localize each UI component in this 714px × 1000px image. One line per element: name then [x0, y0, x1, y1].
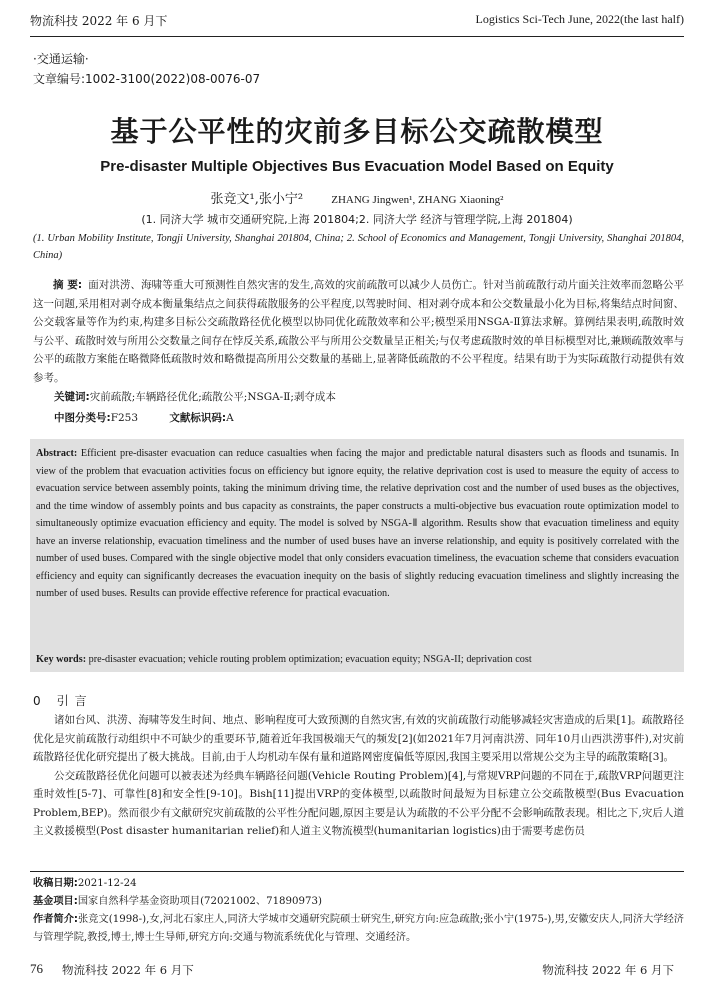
section-heading-intro — [33, 692, 93, 709]
article-number: 文章编号:1002-3100(2022)08-0076-07 — [33, 72, 261, 86]
section-number: 0 — [33, 694, 41, 708]
keywords-cn-label: 关键词: — [54, 391, 90, 403]
received-label: 收稿日期: — [33, 878, 78, 889]
fund-label: 基金项目: — [33, 896, 78, 907]
footer-journal-right: 物流科技 2022 年 6 月下 — [542, 963, 674, 977]
abstract-cn — [33, 276, 684, 387]
paragraph: 诸如台风、洪涝、海啸等发生时间、地点、影响程度可大致预测的自然灾害,有效的灾前疏散行动能够减轻灾害造成的后果[1]。疏散路径优化是灾前疏散行动组织中不可缺少的重要环节,随着近年我国极端天气的频发[2](如2021年7月河南洪涝、同年10月山西洪涝事件),对灾前疏散路径优化研究提出了极大挑战。目前,由于人均机动车保有量和道路网密度偏低等原因,我国主要采用以常规公交为主导的疏散策略[3]。 — [33, 714, 684, 763]
abstract-cn-text: 面对洪涝、海啸等重大可预测性自然灾害的发生,高效的灾前疏散可以减少人员伤亡。针对当前疏散行动片面关注效率而忽略公平这一问题,采用相对剥夺成本衡量集结点之间获得疏散服务的公平程度,以驾驶时间、相对剥夺成本和公交数量最小化为目标,将集结点时间窗、公交载客量等作为约束,构建多目标公交疏散路径优化模型以协同优化疏散效率和公平;模型采用NSGA-Ⅱ算法求解。算例结果表明,疏散时效与公平、疏散时效与所用公交数量之间存在悖反关系,疏散公平与所用公交数量呈正相关;与仅考虑疏散时效的单目标模型对比,兼顾疏散效率与公平的疏散方案能在略微降低疏散时效和略微提高所用公交数量的基础上,显著降低疏散的不公平程度。结果有助于为实际疏散行动提供有效参考。 — [33, 279, 685, 384]
authors-cn: 张竞文¹,张小宁² — [210, 192, 304, 207]
header-journal-cn: 物流科技 2022 年 6 月下 — [30, 14, 168, 28]
affiliation-cn: (1. 同济大学 城市交通研究院,上海 201804;2. 同济大学 经济与管理学院,上海 201804) — [141, 213, 573, 226]
received-value: 2021-12-24 — [77, 878, 137, 889]
footnote-rule — [30, 871, 684, 872]
author-bio — [33, 911, 684, 947]
header-rule — [30, 36, 684, 37]
affiliation-en: (1. Urban Mobility Institute, Tongji University, Shanghai 201804, China; 2. School of Economics and Management, Tongji University, Shanghai 201804, China) — [33, 233, 684, 261]
abstract-en-label: Abstract: — [36, 448, 78, 459]
abstract-cn-label: 摘 要: — [53, 279, 83, 291]
running-header — [30, 12, 684, 34]
intro-body — [33, 711, 684, 841]
classification — [54, 410, 234, 425]
abstract-en-text: Efficient pre-disaster evacuation can reduce casualties when facing the major and predictable natural disasters such as floods and tsunamis. In view of the problem that evacuation activities focus on efficiency but ignore equity, the relative deprivation cost is used to measure the equity of access to evacuation service between assembly points, taking the minimum driving time, the relative deprivation cost and the number of used buses as the objectives, and the time window of assembly points and bus capacity as constraints, the paper constructs a multi-objective bus evacuation route optimization model to simultaneously optimize evacuation efficiency and equity. The model is solved by NSGA-Ⅱ algorithm. Results show that evacuation timeliness and equity have an inverse relationship, evacuation timeliness and the number of used buses have an inverse relationship, and equity is positively correlated with the number of used buses. Compared with the single objective model that only considers evacuation timeliness, the evacuation scheme that considers evacuation efficiency and equity can significantly decreases the evacuation inequity on the basis of slightly reducing evacuation timeliness and slightly increasing the number of used buses. Results can provide effective reference for practical evacuation. — [36, 448, 679, 599]
doc-code-value: A — [226, 412, 234, 424]
authors — [0, 188, 714, 207]
clc-value: F253 — [110, 412, 139, 424]
author-bio-label: 作者简介: — [33, 914, 79, 925]
received-date — [33, 875, 684, 893]
doc-code-label: 文献标识码: — [169, 412, 227, 424]
keywords-en — [36, 654, 532, 665]
keywords-en-text: pre-disaster evacuation; vehicle routing problem optimization; evacuation equity; NSGA-II; deprivation cost — [86, 654, 532, 665]
author-bio-text: 张竞文(1998-),女,河北石家庄人,同济大学城市交通研究院硕士研究生,研究方向:应急疏散;张小宁(1975-),男,安徽安庆人,同济大学经济与管理学院,教授,博士,博士生导师,研究方向:交通与物流系统优化与管理、交通经济。 — [33, 914, 684, 943]
keywords-cn — [54, 389, 336, 404]
fund-value: 国家自然科学基金资助项目(72021002、71890973) — [77, 896, 322, 907]
paper-title-cn: 基于公平性的灾前多目标公交疏散模型 — [110, 115, 604, 148]
keywords-cn-text: 灾前疏散;车辆路径优化;疏散公平;NSGA-Ⅱ;剥夺成本 — [89, 391, 336, 403]
header-journal-en: Logistics Sci-Tech June, 2022(the last half) — [475, 12, 684, 26]
footer-journal-left: 物流科技 2022 年 6 月下 — [62, 963, 194, 977]
abstract-en — [36, 445, 679, 603]
footnotes — [33, 875, 684, 947]
section-title: 引言 — [56, 694, 93, 708]
authors-en: ZHANG Jingwen¹, ZHANG Xiaoning² — [331, 194, 504, 206]
fund — [33, 893, 684, 911]
paper-title-en: Pre-disaster Multiple Objectives Bus Evacuation Model Based on Equity — [100, 158, 614, 175]
paragraph: 公交疏散路径优化问题可以被表述为经典车辆路径问题(Vehicle Routing Problem)[4],与常规VRP问题的不同在于,疏散VRP问题更注重时效性[5-7]、可靠性[8]和安全性[9-10]。Bish[11]提出VRP的变体模型,以疏散时间最短为目标建立公交疏散模型(Bus Evacuation Problem,BEP)。然而很少有文献研究灾前疏散的公平性分配问题,原因主要是认为疏散的不公平分配不会影响疏散表现。相比之下,灾后人道主义救援模型(Post disaster humanitarian relief)和人道主义物流模型(humanitarian logistics)由于需要考虑伤员 — [33, 769, 684, 837]
section-label: ·交通运输· — [33, 52, 89, 66]
keywords-en-label: Key words: — [36, 654, 87, 665]
page-number: 76 — [30, 961, 43, 976]
clc-label: 中图分类号: — [54, 412, 111, 424]
